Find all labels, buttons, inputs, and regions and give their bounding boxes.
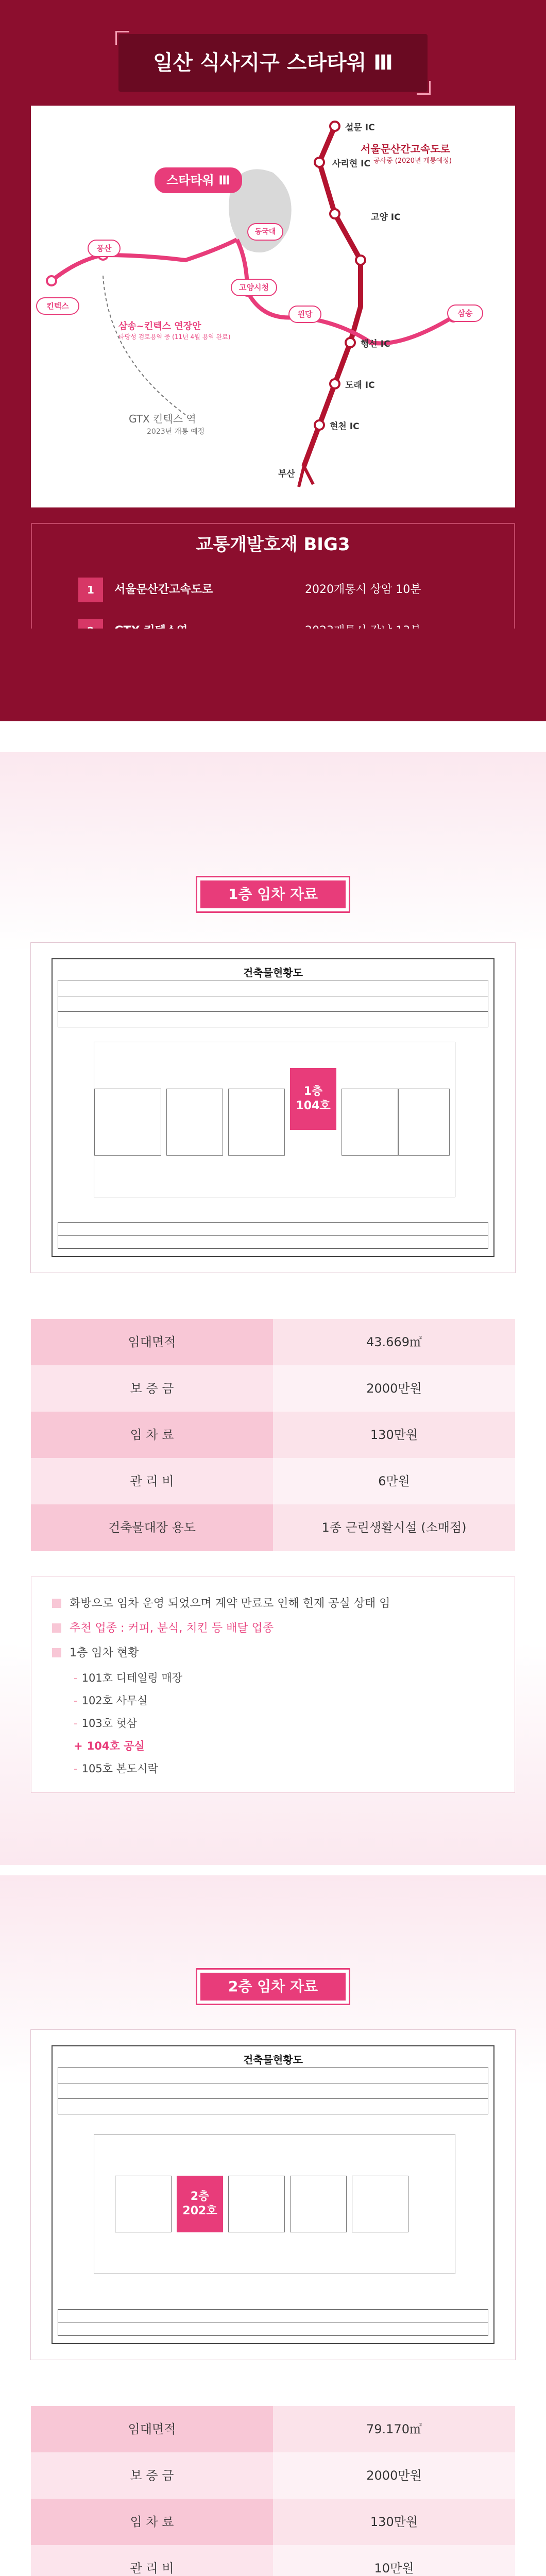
station-pill: 킨텍스 [36,297,79,315]
room [115,2176,172,2232]
gtx-sub: 2023년 개통 예정 [147,428,205,436]
hero-title-box [118,34,428,92]
station-label: 부산 [278,469,295,479]
info-key: 임대면적 [31,1319,273,1365]
extension-sub: 타당성 검토용역 중 (11년 4월 용역 완료) [118,333,231,341]
info-row [31,2545,515,2576]
floor1-section [0,752,546,1865]
plan-footer-table [58,2309,488,2336]
station-label: 도래 IC [345,380,375,391]
room [290,2176,347,2232]
station-label: 현천 IC [330,421,360,432]
info-key: 임 차 료 [31,1412,273,1458]
floor-plan-drawing [52,958,494,1257]
note-line: 추천 업종 : 커피, 분식, 치킨 등 배달 업종 [52,1619,274,1635]
plan-header-table [58,980,488,1027]
floor2-section [0,1875,546,2576]
room [94,1089,161,1156]
info-row [31,2452,515,2499]
section-badge [196,1968,350,2005]
location-map [31,106,515,507]
room-number: 104호 [296,1099,331,1112]
info-value: 10만원 [273,2545,515,2576]
info-value: 2000만원 [273,2452,515,2499]
highlighted-room [177,2176,223,2232]
info-key: 관 리 비 [31,2545,273,2576]
route-lines [31,106,515,507]
section-badge [196,876,350,913]
room [342,1089,398,1156]
page-title: 일산 식사지구 스타타워 Ⅲ [153,51,393,75]
info-value: 2000만원 [273,1365,515,1412]
building-pill: 스타타워 Ⅲ [155,167,242,193]
info-row [31,2499,515,2545]
room-number: 202호 [182,2205,217,2217]
info-row [31,1458,515,1504]
room [166,1089,223,1156]
info-key: 보 증 금 [31,1365,273,1412]
lease-info-table [31,1319,515,1551]
big3-desc: 2020개통시 상암 10분 [305,583,421,596]
big3-number: 1 [78,578,103,602]
info-row [31,2406,515,2452]
station-label: 설문 IC [345,123,375,133]
room [228,2176,285,2232]
plan-area [94,2134,455,2274]
list-item: - 103호 헛삼 [74,1717,138,1730]
section-badge-label: 2층 임차 자료 [200,1973,346,2001]
gtx-line [103,276,185,415]
info-key: 관 리 비 [31,1458,273,1504]
info-row [31,1319,515,1365]
info-row [31,1412,515,1458]
info-value: 79.170㎡ [273,2406,515,2452]
plan-title: 건축물현황도 [243,2054,303,2066]
station-label: 고양 IC [371,212,401,223]
expressway-sub: 공사중 (2020년 개통예정) [373,157,452,165]
list-item: - 105호 본도시락 [74,1762,158,1775]
info-value: 43.669㎡ [273,1319,515,1365]
info-value: 6만원 [273,1458,515,1504]
info-row [31,1504,515,1551]
station-pill: 풍산 [88,240,121,257]
room [398,1089,450,1156]
expressway-line [304,126,361,466]
station-pill: 고양시청 [231,279,277,296]
info-value: 130만원 [273,1412,515,1458]
big3-row [78,575,490,604]
section-badge-label: 1층 임차 자료 [200,880,346,908]
station-pill: 원당 [288,306,321,323]
info-key: 임 차 료 [31,2499,273,2545]
room [352,2176,408,2232]
lease-info-table [31,2406,515,2576]
info-value: 1종 근린생활시설 (소매점) [273,1504,515,1551]
note-line: 화방으로 임차 운영 되었으며 계약 만료로 인해 현재 공실 상태 임 [52,1595,390,1611]
big3-title: 교통개발호재 BIG3 [196,534,350,555]
gtx-title: GTX 킨텍스 역 [129,413,196,425]
list-item: - 101호 디테일링 매장 [74,1672,183,1684]
info-value: 130만원 [273,2499,515,2545]
list-item-highlight: + 104호 공실 [74,1740,145,1752]
room-floor: 2층 [190,2190,210,2203]
notes-box [31,1577,515,1793]
station-pill: 삼송 [447,304,483,322]
hero-bottom-band [0,629,546,721]
info-row [31,1365,515,1412]
subway-line [52,240,237,281]
highlighted-room [290,1068,336,1130]
note-line: 1층 임차 현황 [52,1644,139,1660]
list-item: - 102호 사무실 [74,1694,148,1707]
plan-footer-table [58,1222,488,1249]
room-floor: 1층 [303,1085,323,1098]
plan-area [94,1042,455,1197]
big3-name: 서울문산간고속도로 [114,583,213,596]
station-label: 사리현 IC [332,159,370,169]
info-key: 건축물대장 용도 [31,1504,273,1551]
info-key: 보 증 금 [31,2452,273,2499]
plan-header-table [58,2067,488,2114]
floor-plan-drawing [52,2045,494,2344]
floor-plan-card [31,2030,515,2360]
plan-title: 건축물현황도 [243,967,303,979]
info-key: 임대면적 [31,2406,273,2452]
station-pill: 동국대 [247,223,283,241]
expressway-title: 서울문산간고속도로 [361,143,450,155]
room [228,1089,285,1156]
floor-plan-card [31,943,515,1273]
extension-title: 삼송~킨텍스 연장안 [118,321,201,332]
station-label: 행신 IC [361,339,390,349]
